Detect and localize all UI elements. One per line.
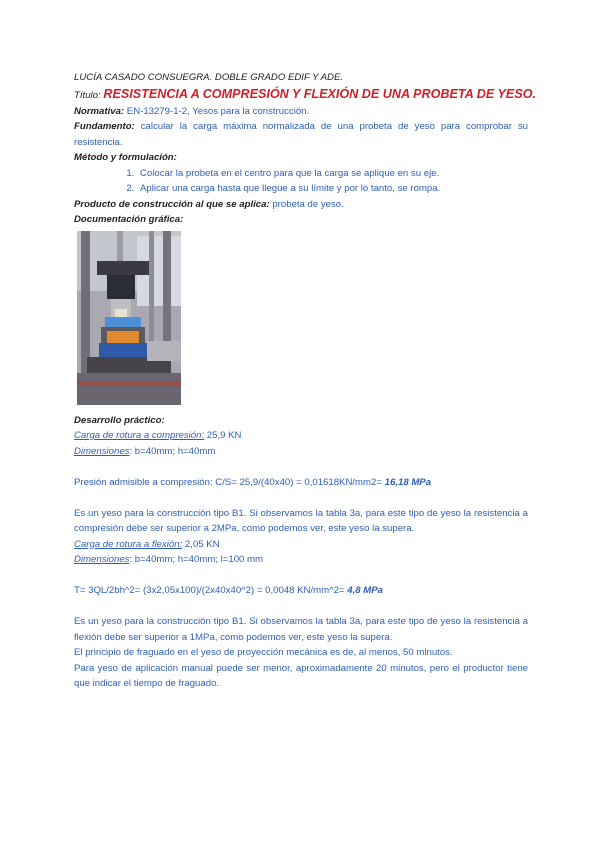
- flexion-result: 4,8 MPa: [347, 585, 383, 596]
- flexion-dim-line: [74, 552, 528, 568]
- fraguado-line-1: El principio de fraguado en el yeso de proyección mecánica es de, al menos, 50 minutos.: [74, 647, 453, 658]
- metodo-step-2: 2. Aplicar una carga hasta que llegue a su límite y por lo tanto, se rompa.: [137, 181, 528, 197]
- compresion-formula: [74, 475, 528, 491]
- normativa-label: Normativa:: [74, 105, 125, 117]
- normativa-value: EN-13279-1-2, Yesos para la construcción.: [126, 105, 310, 117]
- compresion-carga-label: Carga de rotura a compresión:: [74, 430, 205, 441]
- fraguado-paragraph-2: Para yeso de aplicación manual puede ser menor, aproximadamente 20 minutos, pero el productor tiene que indicar el tiempo de fraguado.: [74, 662, 528, 689]
- producto-label: Producto de construcción al que se aplica:: [74, 198, 270, 210]
- flexion-formula-text: T= 3QL/2bh^2= (3x2,05x100)/(2x40x40^2) = 0,0048 KN/mm^2=: [74, 585, 345, 596]
- compresion-dim-line: [74, 444, 528, 460]
- flexion-dim-value: : b=40mm; h=40mm; l=100 mm: [129, 554, 264, 565]
- compresion-result: 16,18 MPa: [384, 476, 432, 488]
- metodo-label: Método y formulación:: [74, 152, 177, 163]
- compresion-carga-value: 25,9 KN: [206, 430, 242, 441]
- flexion-dim-label: Dimensiones: [74, 554, 130, 565]
- compresion-conclusion: Es un yeso para la construcción tipo B1. Si observamos la tabla 3a, para este tipo de yeso la resistencia a compresión debe ser superior a 2MPa, como podemos ver, este yeso la supera.: [74, 507, 528, 534]
- normativa-line: [74, 104, 528, 120]
- compresion-formula-text: Presión admisible a compresión: C/S= 25,9/(40x40) = 0,01618KN/mm2=: [74, 476, 382, 488]
- metodo-step-1: 1. Colocar la probeta en el centro para que la carga se aplique en su eje.: [137, 166, 528, 182]
- document-page: [74, 70, 537, 692]
- author-line: LUCÍA CASADO CONSUEGRA. DOBLE GRADO EDIF Y ADE.: [74, 72, 344, 83]
- title-line: [74, 86, 537, 104]
- producto-value: probeta de yeso.: [272, 198, 344, 210]
- flexion-formula: [74, 583, 528, 599]
- flexion-carga-line: [74, 537, 528, 553]
- fundamento-label: Fundamento:: [74, 121, 135, 132]
- metodo-steps: [74, 166, 528, 197]
- title-label: Título:: [74, 89, 101, 101]
- test-machine-photo: [77, 231, 181, 405]
- flexion-carga-value: 2,05 KN: [184, 538, 220, 550]
- desarrollo-label: Desarrollo práctico:: [74, 414, 165, 426]
- compresion-dim-label: Dimensiones: [74, 445, 130, 457]
- flexion-conclusion: Es un yeso para la construcción tipo B1. Si observamos la tabla 3a, para este tipo de yeso la resistencia a flexión debe ser superior a 1MPa, como podemos ver, este yeso la supera.: [74, 616, 528, 643]
- flexion-carga-label: Carga de rotura a flexión:: [74, 538, 183, 550]
- fundamento-paragraph: [74, 119, 528, 150]
- compresion-carga-line: [74, 428, 528, 444]
- documentacion-label: Documentación gráfica:: [74, 214, 184, 225]
- test-machine-illustration: [77, 231, 181, 405]
- fundamento-value: calcular la carga máxima normalizada de una probeta de yeso para comprobar su resistencia.: [74, 121, 528, 148]
- document-title: RESISTENCIA A COMPRESIÓN Y FLEXIÓN DE UNA PROBETA DE YESO.: [103, 86, 537, 101]
- producto-line: [74, 197, 528, 213]
- compresion-dim-value: : b=40mm; h=40mm: [129, 445, 216, 457]
